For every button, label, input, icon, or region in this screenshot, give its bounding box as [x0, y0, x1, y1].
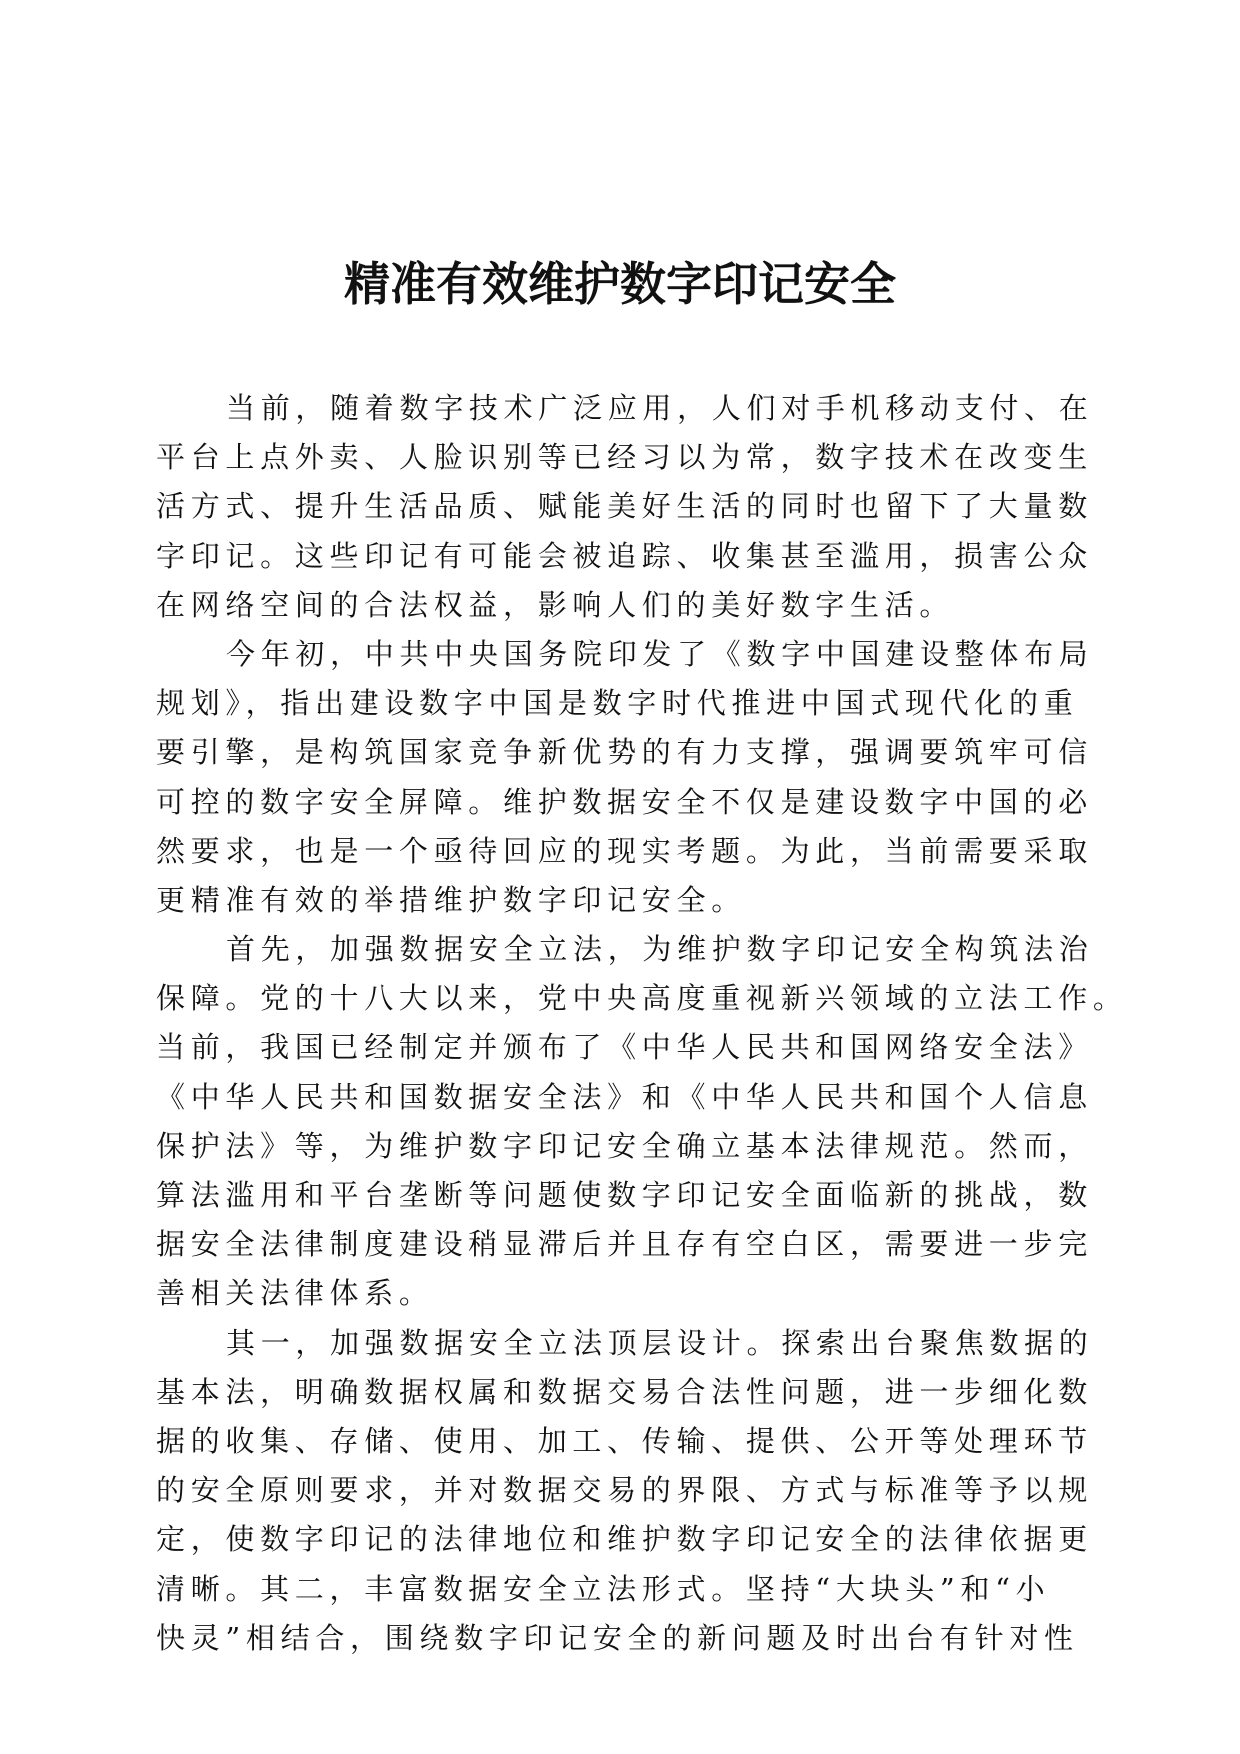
paragraph-first-line: 今年初，中共中央国务院印发了《数字中国建设整体布局 — [226, 636, 1094, 671]
paragraph-line: 定，使数字印记的法律地位和维护数字印记安全的法律依据更 — [156, 1522, 1093, 1557]
paragraph-line: 据安全法律制度建设稍显滞后并且存有空白区，需要进一步完 — [156, 1227, 1093, 1262]
paragraph-line: 平台上点外卖、人脸识别等已经习以为常，数字技术在改变生 — [156, 440, 1093, 475]
paragraph-line: 《中华人民共和国数据安全法》和《中华人民共和国个人信息 — [156, 1079, 1093, 1114]
paragraph-line: 可控的数字安全屏障。维护数据安全不仅是建设数字中国的必 — [156, 784, 1093, 819]
document-title: 精准有效维护数字印记安全 — [344, 257, 896, 311]
paragraph-line: 据的收集、存储、使用、加工、传输、提供、公开等处理环节 — [156, 1423, 1093, 1458]
paragraph-first-line: 其一，加强数据安全立法顶层设计。探索出台聚焦数据的 — [226, 1325, 1094, 1360]
paragraph-line: 善相关法律体系。 — [156, 1276, 434, 1311]
paragraph-line: 更精准有效的举措维护数字印记安全。 — [156, 882, 746, 917]
paragraph-line: 当前，我国已经制定并颁布了《中华人民共和国网络安全法》 — [156, 1030, 1093, 1065]
paragraph-line: 清晰。其二，丰富数据安全立法形式。坚持“大块头”和“小 — [156, 1571, 1051, 1606]
paragraph-line: 规划》，指出建设数字中国是数字时代推进中国式现代化的重 — [156, 686, 1079, 721]
paragraph-line: 的安全原则要求，并对数据交易的界限、方式与标准等予以规 — [156, 1473, 1093, 1508]
paragraph-line: 保障。党的十八大以来，党中央高度重视新兴领域的立法工作。 — [156, 981, 1128, 1016]
paragraph-line: 然要求，也是一个亟待回应的现实考题。为此，当前需要采取 — [156, 833, 1093, 868]
paragraph-line: 要引擎，是构筑国家竞争新优势的有力支撑，强调要筑牢可信 — [156, 735, 1093, 770]
paragraph-first-line: 首先，加强数据安全立法，为维护数字印记安全构筑法治 — [226, 932, 1094, 967]
paragraph-line: 保护法》等，为维护数字印记安全确立基本法律规范。然而， — [156, 1128, 1093, 1163]
paragraph-line: 在网络空间的合法权益，影响人们的美好数字生活。 — [156, 587, 955, 622]
paragraph-line: 字印记。这些印记有可能会被追踪、收集甚至滥用，损害公众 — [156, 538, 1093, 573]
paragraph-line: 活方式、提升生活品质、赋能美好生活的同时也留下了大量数 — [156, 489, 1093, 524]
paragraph-line: 算法滥用和平台垄断等问题使数字印记安全面临新的挑战，数 — [156, 1178, 1093, 1212]
paragraph-line: 基本法，明确数据权属和数据交易合法性问题，进一步细化数 — [156, 1374, 1093, 1409]
paragraph-first-line: 当前，随着数字技术广泛应用，人们对手机移动支付、在 — [226, 391, 1094, 425]
paragraph-line: 快灵”相结合，围绕数字印记安全的新问题及时出台有针对性 — [156, 1620, 1079, 1655]
document-body — [156, 384, 1128, 1663]
